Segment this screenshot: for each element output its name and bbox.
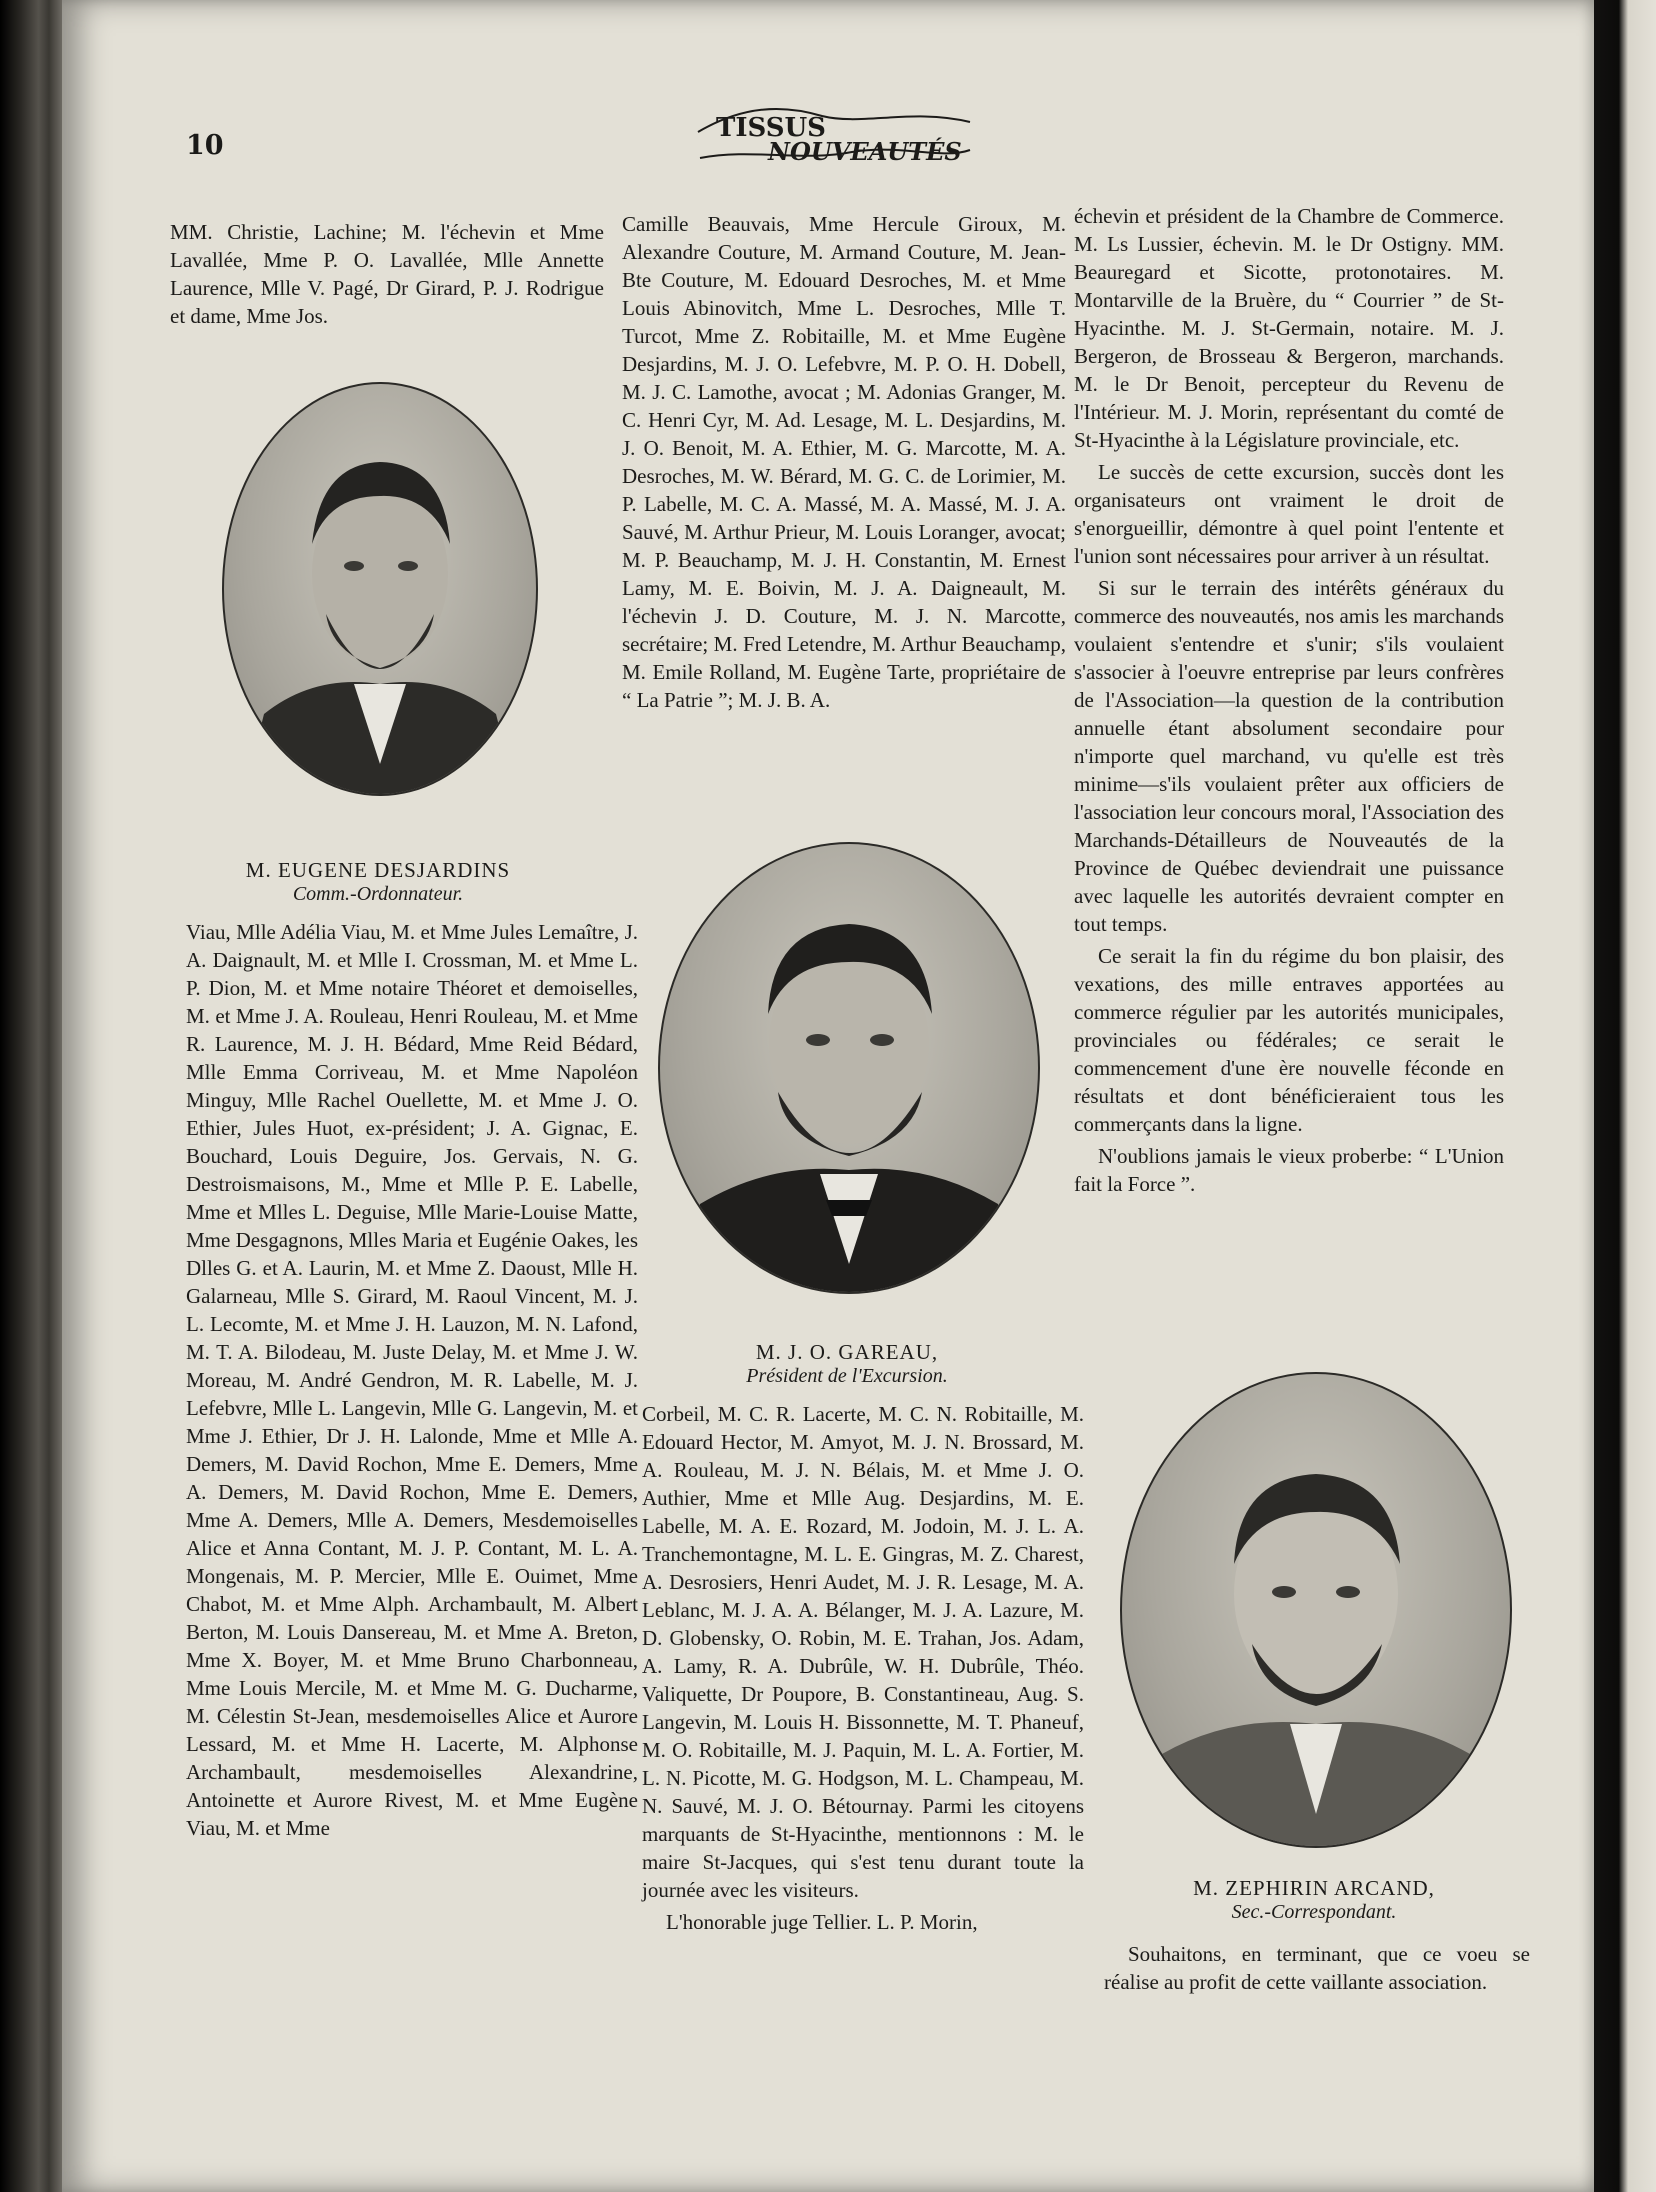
masthead-bottom-text: NOUVEAUTÉS bbox=[768, 137, 962, 166]
right-column-para-2: Le succès de cette excursion, succès dont les organisateurs ont vraiment le droit de s'enorgueillir, démontre à quel point l'entente et l'union sont nécessaires pour arriver à un résultat. bbox=[1074, 460, 1504, 568]
portrait-name: M. J. O. GAREAU, bbox=[755, 1340, 939, 1364]
middle-column-top bbox=[622, 210, 1066, 714]
closing-paragraph bbox=[1104, 1940, 1530, 1996]
right-column-para-5: N'oublions jamais le vieux proberbe: “ L'Union fait la Force ”. bbox=[1074, 1144, 1504, 1196]
portrait-title: Sec.-Correspondant. bbox=[1231, 1901, 1397, 1923]
left-column-top bbox=[170, 218, 604, 330]
masthead-top-text: TISSUS bbox=[716, 113, 826, 143]
middle-column-bottom bbox=[642, 1400, 1084, 1936]
left-column-bottom-text: Viau, Mlle Adélia Viau, M. et Mme Jules Lemaître, J. A. Daignault, M. et Mlle I. Crossman, M. et Mme L. P. Dion, M. et Mme notaire Théoret et demoiselles, M. et Mme J. A. Rouleau, Henri Rouleau, M. et Mme R. Laurence, M. J. H. Bédard, Mme Reid Bédard, Mlle Emma Corriveau, M. et Mme Napoléon Minguy, Mlle Rachel Ouellette, M. et Mme J. O. Ethier, Jules Huot, ex-président; J. A. Gignac, E. Bouchard, Louis Deguire, Jos. Gervais, N. G. Destroismaisons, M., Mme et Mlle P. E. Labelle, Mme et Mlles L. Deguise, Mlle Marie-Louise Matte, Mme Desgagnons, Mlles Maria et Eugénie Oakes, les Dlles G. et A. Laurin, M. et Mme Z. Daoust, Mlle H. Galarneau, Mlle S. Girard, M. Raoul Vincent, M. J. L. Lecomte, M. et Mme J. H. Lauzon, M. N. Lafond, M. T. A. Bilodeau, M. Juste Delay, M. et Mme J. W. Moreau, M. André Gendron, M. R. Labelle, M. J. Lefebvre, Mlle L. Langevin, Mlle G. Langevin, M. et Mme J. Ethier, Dr J. H. Lalonde, Mme et Mlle A. Demers, M. David Rochon, Mme E. Demers, Mme A. Demers, M. David Rochon, Mme E. Demers, Mme A. Demers, Mlle A. Demers, Mesdemoiselles Alice et Anna Contant, M. J. P. Contant, M. L. A. Mongenais, M. P. Mercier, Mlle E. Ouimet, Mme Chabot, M. et Mme Alph. Archambault, M. Albert Berton, M. Louis Dansereau, M. et Mme A. Breton, Mme X. Boyer, M. et Mme Bruno Charbonneau, Mme Louis Mercile, M. et Mme M. G. Ducharme, M. Célestin St-Jean, mesdemoiselles Alice et Aurore Lessard, M. et Mme H. Lacerte, M. Alphonse Archambault, mesdemoiselles Alexandrine, Antoinette et Aurore Rivest, M. et Mme Eugène Viau, M. et Mme bbox=[186, 920, 638, 1840]
right-column bbox=[1074, 202, 1504, 1198]
page-number: 10 bbox=[186, 130, 224, 161]
masthead-logo bbox=[692, 98, 976, 168]
closing-paragraph-text: Souhaitons, en terminant, que ce voeu se réalise au profit de cette vaillante association. bbox=[1104, 1942, 1530, 1994]
portrait-desjardins bbox=[222, 382, 538, 796]
caption-arcand bbox=[1120, 1876, 1508, 1924]
middle-column-bottom-text: Corbeil, M. C. R. Lacerte, M. C. N. Robitaille, M. Edouard Hector, M. Amyot, M. J. N. Brossard, M. A. Rouleau, M. J. N. Bélais, M. et Mme J. O. Authier, Mme et Mlle Aug. Desjardins, M. E. Labelle, M. A. E. Rozard, M. Jodoin, M. J. L. A. Tranchemontagne, M. L. E. Gingras, M. Z. Charest, A. Desrosiers, Henri Audet, M. J. R. Lesage, M. A. Leblanc, M. J. A. A. Bélanger, M. J. A. Lazure, M. D. Globensky, O. Robin, M. E. Trahan, Jos. Adam, A. Lamy, R. A. Dubrûle, W. H. Dubrûle, Théo. Valiquette, Dr Poupore, B. Constantineau, Aug. S. Langevin, M. Louis H. Bissonnette, M. T. Phaneuf, M. O. Robitaille, M. J. Paquin, M. L. A. Fortier, M. L. N. Picotte, M. G. Hodgson, M. L. Champeau, M. N. Sauvé, M. J. O. Bétournay. Parmi les citoyens marquants de St-Hyacinthe, mentionnons : M. le maire St-Jacques, qui s'est tenu durant toute la journée avec les visiteurs. bbox=[642, 1402, 1084, 1902]
left-column-bottom bbox=[186, 918, 638, 1842]
portrait-arcand bbox=[1120, 1372, 1512, 1848]
right-column-para-4: Ce serait la fin du régime du bon plaisir, des vexations, des mille entraves apportées au commerce régulier par les autorités municipales, provinciales ou fédérales; ce serait le commencement d'une ère nouvelle féconde en résultats et dont bénéficieraient tous les commerçants dans la ligne. bbox=[1074, 944, 1504, 1136]
right-column-para-1: échevin et président de la Chambre de Commerce. M. Ls Lussier, échevin. M. le Dr Ostigny. MM. Beauregard et Sicotte, protonotaires. M. Montarville de la Bruère, du “ Courrier ” de St-Hyacinthe. M. J. St-Germain, notaire. M. J. Bergeron, de Brosseau & Bergeron, marchands. M. le Dr Benoit, percepteur du Revenu de l'Intérieur. M. J. Morin, représentant du comté de St-Hyacinthe à la Législature provinciale, etc. bbox=[1074, 204, 1504, 452]
left-column-top-text: MM. Christie, Lachine; M. l'échevin et Mme Lavallée, Mme P. O. Lavallée, Mlle Annette Laurence, Mlle V. Pagé, Dr Girard, P. J. Rodrigue et dame, Mme Jos. bbox=[170, 220, 604, 328]
portrait-title: Comm.-Ordonnateur. bbox=[292, 883, 464, 905]
book-binding bbox=[0, 0, 70, 2192]
caption-desjardins bbox=[222, 858, 534, 906]
facing-page-edge bbox=[1594, 0, 1656, 2192]
portrait-name: M. ZEPHIRIN ARCAND, bbox=[1193, 1876, 1435, 1900]
right-column-para-3: Si sur le terrain des intérêts généraux du commerce des nouveautés, nos amis les marchands voulaient s'entendre et s'unir; s'ils voulaient s'associer à l'oeuvre entreprise par leurs confrères de l'Association—la question de la contribution annuelle étant absolument secondaire pour n'importe quel marchand, vu qu'elle est très minime—s'ils voulaient prêter aux officiers de l'association leur concours moral, l'Association des Marchands-Détailleurs de Nouveautés de la Province de Québec deviendrait une puissance avec laquelle les autorités devraient compter en tout temps. bbox=[1074, 576, 1504, 936]
middle-column-top-text: Camille Beauvais, Mme Hercule Giroux, M. Alexandre Couture, M. Armand Couture, M. Jean-Bte Couture, M. Edouard Desroches, M. et Mme Louis Abinovitch, Mme L. Desroches, Mlle T. Turcot, Mme Z. Robitaille, M. et Mme Eugène Desjardins, M. J. O. Lefebvre, M. P. O. H. Dobell, M. J. C. Lamothe, avocat ; M. Adonias Granger, M. C. Henri Cyr, M. Ad. Lesage, M. L. Desjardins, M. J. O. Benoit, M. A. Ethier, M. G. Marcotte, M. A. Desroches, M. W. Bérard, M. G. C. de Lorimier, M. P. Labelle, M. C. A. Massé, M. A. Massé, M. J. A. Sauvé, M. Arthur Prieur, M. Louis Loranger, avocat; M. P. Beauchamp, M. J. H. Constantin, M. Ernest Lamy, M. E. Boivin, M. J. A. Daigneault, M. l'échevin J. D. Couture, M. J. N. Marcotte, secrétaire; M. Fred Letendre, M. Arthur Beauchamp, M. Emile Rolland, M. Eugène Tarte, propriétaire de “ La Patrie ”; M. J. B. A. bbox=[622, 212, 1066, 712]
portrait-title: Président de l'Excursion. bbox=[746, 1365, 948, 1387]
middle-column-bottom-text-2: L'honorable juge Tellier. L. P. Morin, bbox=[666, 1910, 978, 1934]
caption-gareau bbox=[658, 1340, 1036, 1388]
portrait-name: M. EUGENE DESJARDINS bbox=[245, 858, 511, 882]
portrait-gareau bbox=[658, 842, 1040, 1294]
